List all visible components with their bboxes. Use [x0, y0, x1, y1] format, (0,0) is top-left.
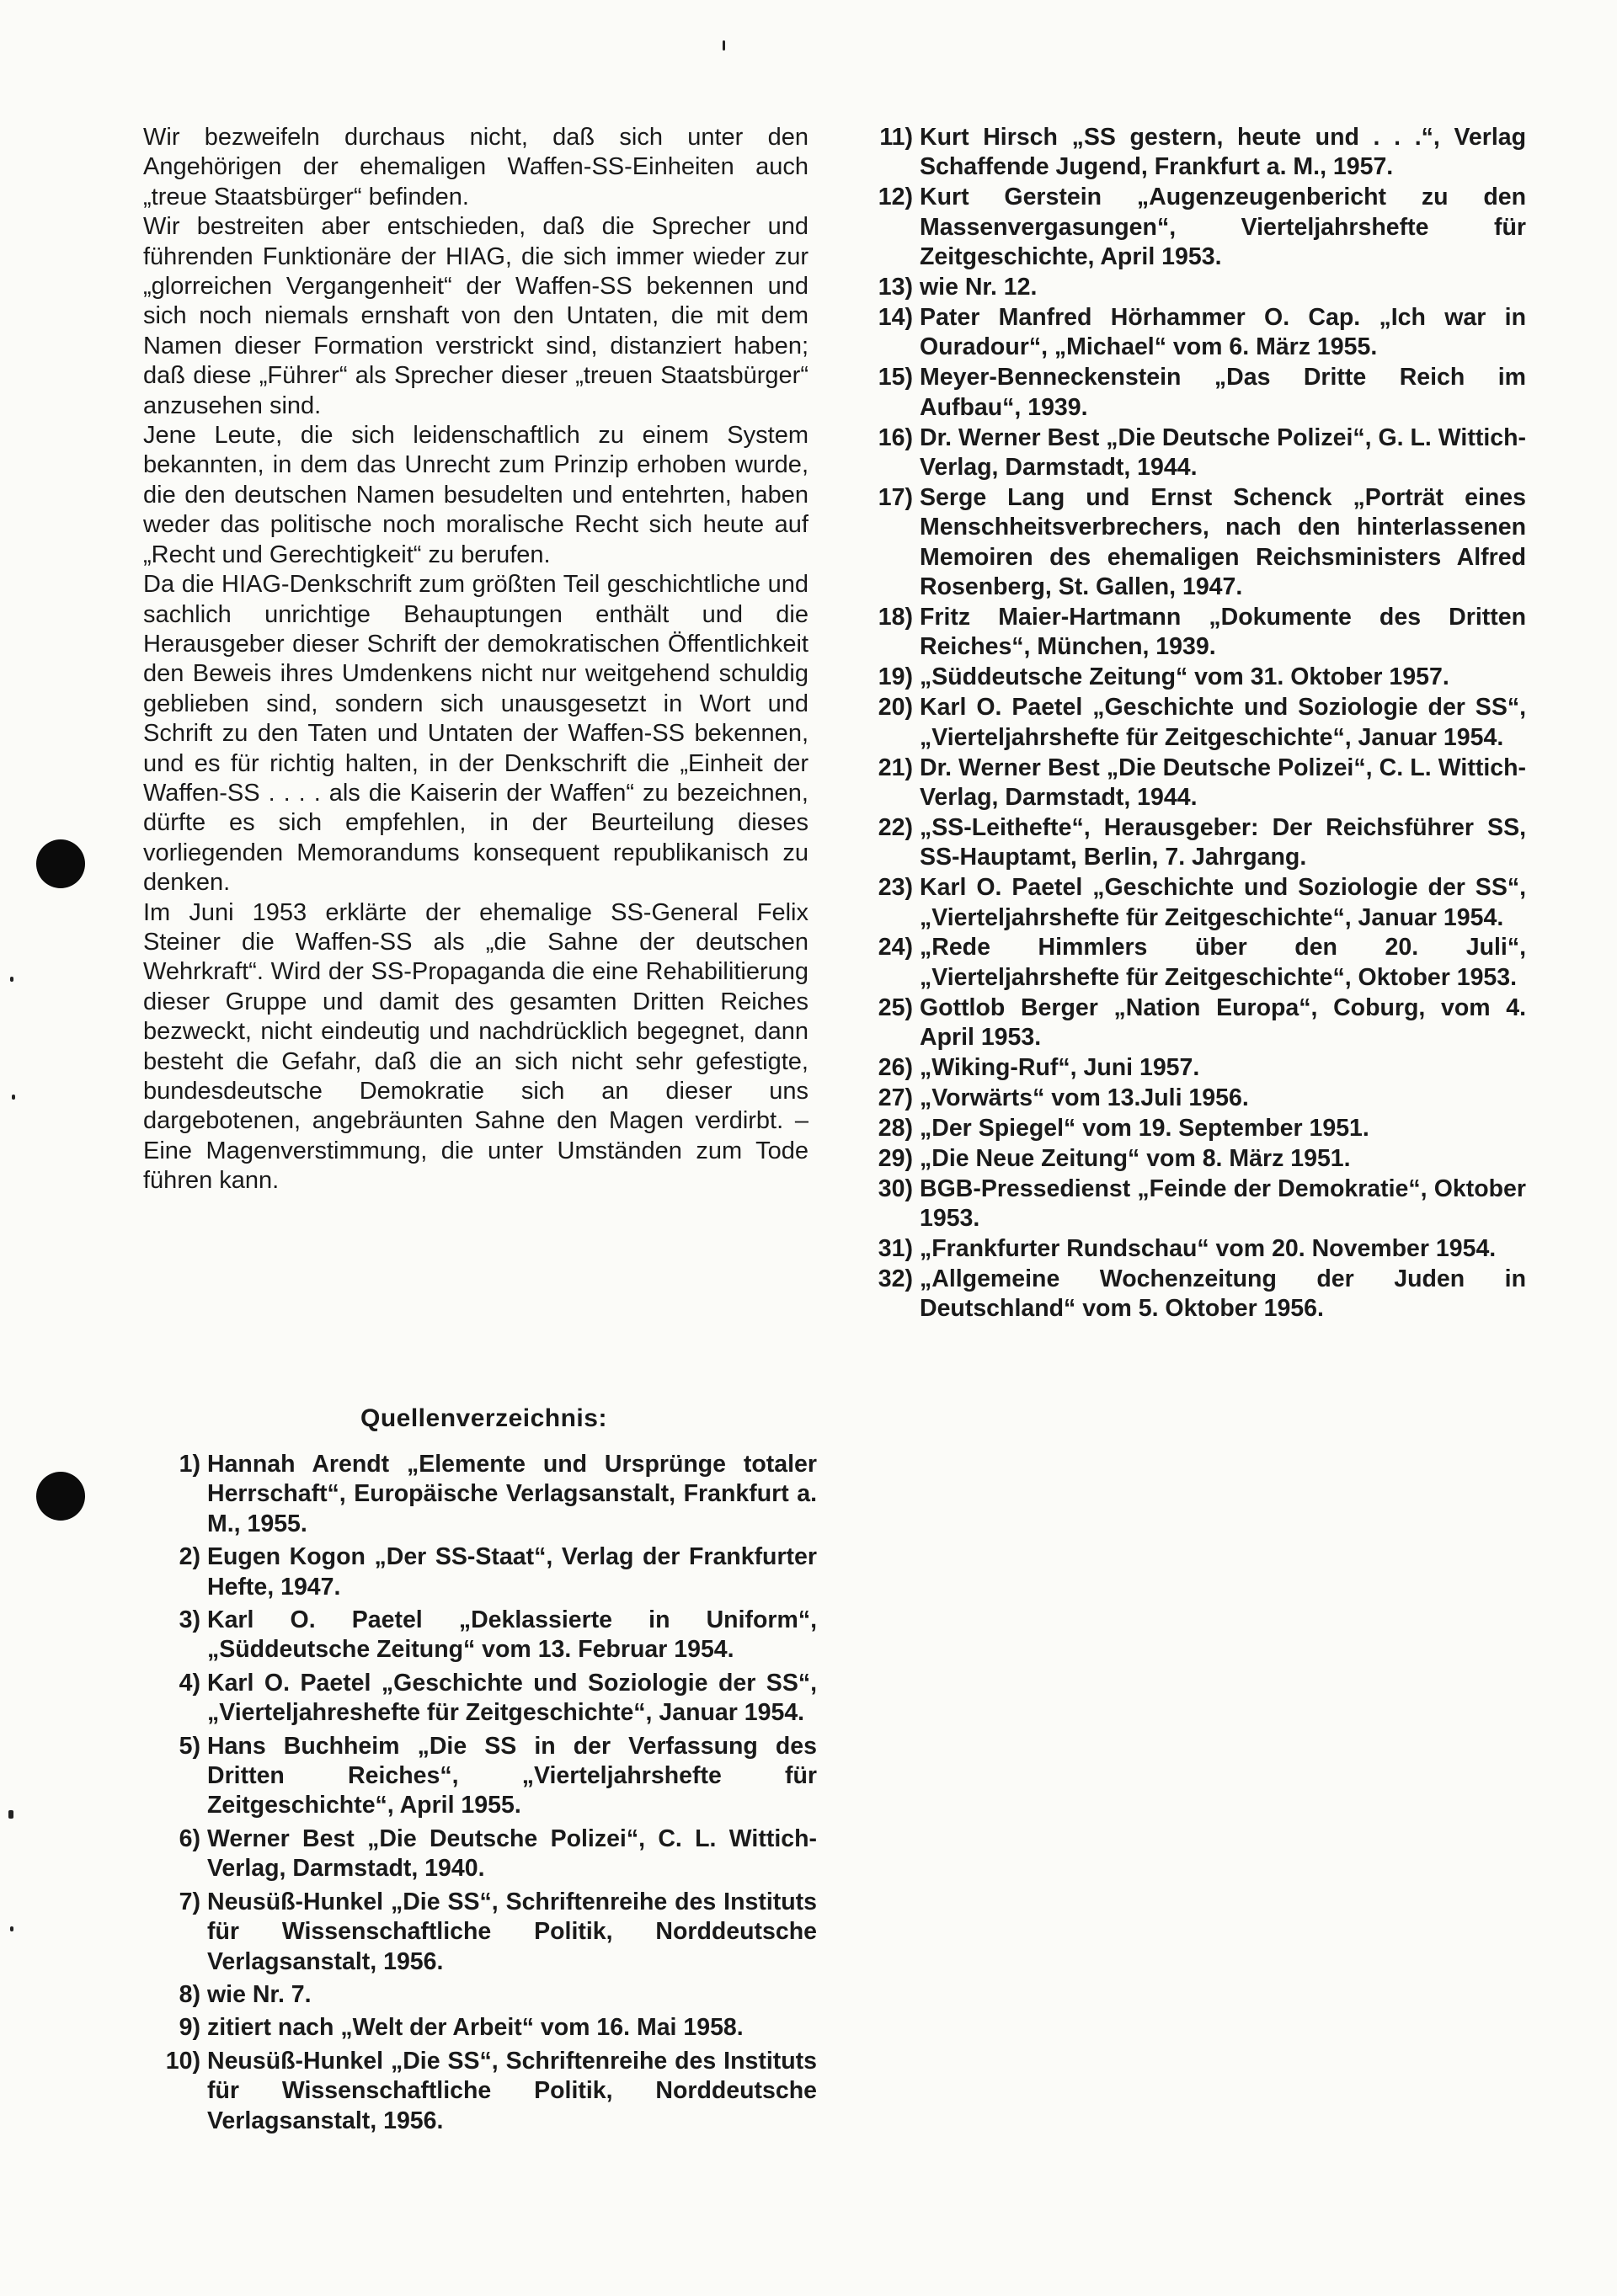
reference-item [852, 363, 1526, 423]
reference-number: 14) [878, 303, 913, 331]
reference-item [852, 273, 1526, 302]
reference-number: 23) [878, 874, 913, 902]
reference-text: Werner Best „Die Deutsche Polizei“, C. L. Wittich-Verlag, Darmstadt, 1940. [207, 1825, 817, 1883]
body-paragraph: Jene Leute, die sich leidenschaftlich zu einem System bekannten, in dem das Unrecht zum Prinzip erhoben wurde, die den deutschen Namen besudelten und entehrten, haben weder das politische noch moralische Recht sich heute auf „Recht und Gerechtigkeit“ zu berufen. [143, 422, 808, 568]
reference-item [852, 1175, 1526, 1234]
reference-number: 18) [878, 604, 913, 631]
reference-text: wie Nr. 12. [920, 274, 1038, 301]
reference-number: 11) [879, 124, 913, 151]
reference-text: Kurt Gerstein „Augenzeugenbericht zu den Massenvergasungen“, Vierteljahrshefte für Zeitgeschichte, April 1953. [920, 184, 1526, 271]
reference-text: Dr. Werner Best „Die Deutsche Polizei“, C. L. Wittich-Verlag, Darmstadt, 1944. [920, 754, 1526, 811]
reference-text: „Rede Himmlers über den 20. Juli“, „Vierteljahrshefte für Zeitgeschichte“, Oktober 1953. [920, 934, 1526, 991]
reference-item [160, 2047, 817, 2136]
references-list-right [852, 123, 1526, 1324]
reference-item [852, 483, 1526, 603]
reference-text: Kurt Hirsch „SS gestern, heute und . . .“, Verlag Schaffende Jugend, Frankfurt a. M., 1957. [920, 124, 1526, 181]
reference-item [852, 994, 1526, 1053]
reference-number: 6) [179, 1825, 200, 1852]
reference-number: 22) [878, 813, 913, 841]
reference-text: „Vorwärts“ vom 13.Juli 1956. [920, 1084, 1249, 1111]
reference-item [852, 1234, 1526, 1264]
reference-number: 4) [179, 1669, 200, 1697]
reference-text: Karl O. Paetel „Deklassierte in Uniform“, „Süddeutsche Zeitung“ vom 13. Februar 1954. [207, 1606, 817, 1664]
reference-item [852, 663, 1526, 692]
reference-text: zitiert nach „Welt der Arbeit“ vom 16. Mai 1958. [207, 2014, 744, 2042]
reference-number: 20) [878, 694, 913, 722]
reference-number: 15) [878, 364, 913, 392]
body-paragraph: Wir bezweifeln durchaus nicht, daß sich unter den Angehörigen der ehemaligen Waffen-SS-Einheiten auch „treue Staatsbürger“ befinden. [143, 124, 808, 210]
reference-item [852, 1084, 1526, 1113]
reference-number: 3) [179, 1606, 200, 1634]
reference-item [160, 2013, 817, 2043]
reference-number: 25) [878, 994, 913, 1021]
reference-text: Pater Manfred Hörhammer O. Cap. „Ich war in Ouradour“, „Michael“ vom 6. März 1955. [920, 303, 1526, 361]
reference-text: „Frankfurter Rundschau“ vom 20. November 1954. [920, 1235, 1497, 1263]
reference-number: 31) [878, 1235, 913, 1263]
reference-text: Serge Lang und Ernst Schenck „Porträt eines Menschheitsverbrechers, nach den hinterlassenen Memoiren des ehemaligen Reichsministers Alfred Rosenberg, St. Gallen, 1947. [920, 483, 1526, 601]
body-paragraph: Im Juni 1953 erklärte der ehemalige SS-General Felix Steiner die Waffen-SS als „die Sahne der deutschen Wehrkraft“. Wird der SS-Propaganda die eine Rehabilitierung dieser Gruppe und damit des gesamten Dritten Reiches bezweckt, nicht eindeutig und nachdrücklich begegnet, dann besteht die Gefahr, daß die an sich nicht sehr gefestigte, bundesdeutsche Demokratie sich an dieser uns dargebotenen, angebräunten Sahne den Magen verdirbt. – Eine Magenverstimmung, die unter Umständen zum Tode führen kann. [143, 898, 808, 1195]
reference-text: Meyer-Benneckenstein „Das Dritte Reich im Aufbau“, 1939. [920, 364, 1526, 421]
reference-number: 19) [878, 663, 913, 691]
reference-number: 7) [179, 1888, 200, 1915]
reference-text: Hans Buchheim „Die SS in der Verfassung des Dritten Reiches“, „Vierteljahrshefte für Zeitgeschichte“, April 1955. [207, 1732, 817, 1819]
reference-text: Fritz Maier-Hartmann „Dokumente des Dritten Reiches“, München, 1939. [920, 604, 1526, 661]
reference-number: 5) [179, 1732, 200, 1760]
reference-number: 12) [878, 184, 913, 211]
reference-text: Neusüß-Hunkel „Die SS“, Schriftenreihe des Instituts für Wissenschaftliche Politik, Norddeutsche Verlagsanstalt, 1956. [207, 2047, 817, 2134]
reference-number: 13) [878, 274, 913, 301]
reference-item [160, 1450, 817, 1539]
reference-item [160, 1980, 817, 2010]
reference-text: „Allgemeine Wochenzeitung der Juden in Deutschland“ vom 5. Oktober 1956. [920, 1265, 1526, 1323]
punch-hole-icon [36, 1472, 85, 1521]
reference-item [160, 1732, 817, 1821]
reference-number: 32) [878, 1265, 913, 1292]
reference-item [852, 183, 1526, 272]
reference-item [852, 933, 1526, 993]
body-text-column [143, 123, 808, 1196]
reference-number: 8) [179, 1980, 200, 2008]
scan-speck [723, 40, 725, 51]
reference-text: BGB-Pressedienst „Feinde der Demokratie“, Oktober 1953. [920, 1175, 1526, 1233]
scan-speck [12, 1095, 15, 1100]
body-paragraph: Wir bestreiten aber entschieden, daß die Sprecher und führenden Funktionäre der HIAG, die sich immer wieder zur „glorreichen Vergangenheit“ der Waffen-SS bekennen und sich noch niemals ernshaft von den Untaten, die mit dem Namen dieser Formation verstrickt sind, distanziert haben; daß diese „Führer“ als Sprecher dieser „treuen Staatsbürger“ anzusehen sind. [143, 213, 808, 419]
reference-item [160, 1606, 817, 1665]
reference-item [852, 424, 1526, 483]
reference-item [852, 873, 1526, 933]
reference-item [852, 1265, 1526, 1324]
reference-number: 16) [878, 424, 913, 451]
reference-item [160, 1542, 817, 1602]
reference-text: Hannah Arendt „Elemente und Ursprünge totaler Herrschaft“, Europäische Verlagsanstalt, Frankfurt a. M., 1955. [207, 1451, 817, 1537]
reference-text: „Süddeutsche Zeitung“ vom 31. Oktober 1957. [920, 663, 1449, 691]
reference-item [852, 1053, 1526, 1083]
reference-text: Dr. Werner Best „Die Deutsche Polizei“, G. L. Wittich-Verlag, Darmstadt, 1944. [920, 424, 1526, 481]
reference-number: 2) [179, 1543, 200, 1571]
reference-item [852, 754, 1526, 813]
reference-text: wie Nr. 7. [207, 1980, 312, 2008]
reference-number: 27) [878, 1084, 913, 1111]
reference-text: „SS-Leithefte“, Herausgeber: Der Reichsführer SS, SS-Hauptamt, Berlin, 7. Jahrgang. [920, 813, 1526, 871]
sources-heading: Quellenverzeichnis: [360, 1404, 607, 1432]
reference-number: 30) [878, 1175, 913, 1202]
reference-item [160, 1669, 817, 1729]
reference-number: 28) [878, 1114, 913, 1142]
reference-item [160, 1825, 817, 1884]
reference-number: 24) [878, 934, 913, 962]
reference-item [852, 1144, 1526, 1174]
reference-number: 29) [878, 1144, 913, 1172]
reference-number: 1) [179, 1451, 200, 1478]
reference-item [852, 693, 1526, 753]
reference-number: 17) [878, 483, 913, 511]
reference-number: 21) [878, 754, 913, 781]
reference-number: 9) [179, 2014, 200, 2042]
reference-item [852, 1114, 1526, 1143]
body-paragraph: Da die HIAG-Denkschrift zum größten Teil geschichtliche und sachlich unrichtige Behauptungen enthält und die Herausgeber dieser Schrift der demokratischen Öffentlichkeit den Beweis ihres Umdenkens nicht nur weitgehend schuldig geblieben sind, sondern sich unausgesetzt in Wort und Schrift zu den Taten und Untaten der Waffen-SS bekennen, und es für richtig halten, in der Denkschrift die „Einheit der Waffen-SS . . . . als die Kaiserin der Waffen“ zu bezeichnen, dürfte es sich empfehlen, in der Beurteilung dieses vorliegenden Memorandums konsequent republikanisch zu denken. [143, 571, 808, 897]
punch-hole-icon [36, 839, 85, 888]
reference-text: Karl O. Paetel „Geschichte und Soziologie der SS“, „Vierteljahrshefte für Zeitgeschichte“, Januar 1954. [920, 874, 1526, 931]
reference-text: Eugen Kogon „Der SS-Staat“, Verlag der Frankfurter Hefte, 1947. [207, 1543, 817, 1601]
reference-number: 26) [878, 1054, 913, 1082]
reference-item [852, 303, 1526, 363]
reference-number: 10) [165, 2047, 200, 2075]
scan-speck [10, 977, 13, 982]
reference-text: „Der Spiegel“ vom 19. September 1951. [920, 1114, 1369, 1142]
reference-text: „Die Neue Zeitung“ vom 8. März 1951. [920, 1144, 1351, 1172]
reference-item [852, 603, 1526, 663]
reference-item [852, 123, 1526, 183]
scan-speck [8, 1810, 13, 1819]
reference-text: Gottlob Berger „Nation Europa“, Coburg, vom 4. April 1953. [920, 994, 1526, 1052]
reference-text: Neusüß-Hunkel „Die SS“, Schriftenreihe des Instituts für Wissenschaftliche Politik, Norddeutsche Verlagsanstalt, 1956. [207, 1888, 817, 1975]
reference-text: Karl O. Paetel „Geschichte und Soziologie der SS“, „Vierteljahreshefte für Zeitgeschichte“, Januar 1954. [207, 1669, 817, 1727]
reference-text: Karl O. Paetel „Geschichte und Soziologie der SS“, „Vierteljahrshefte für Zeitgeschichte“, Januar 1954. [920, 694, 1526, 751]
references-list-left [160, 1450, 817, 2139]
reference-text: „Wiking-Ruf“, Juni 1957. [920, 1054, 1200, 1082]
reference-item [160, 1888, 817, 1977]
scan-speck [10, 1926, 13, 1931]
reference-item [852, 813, 1526, 873]
